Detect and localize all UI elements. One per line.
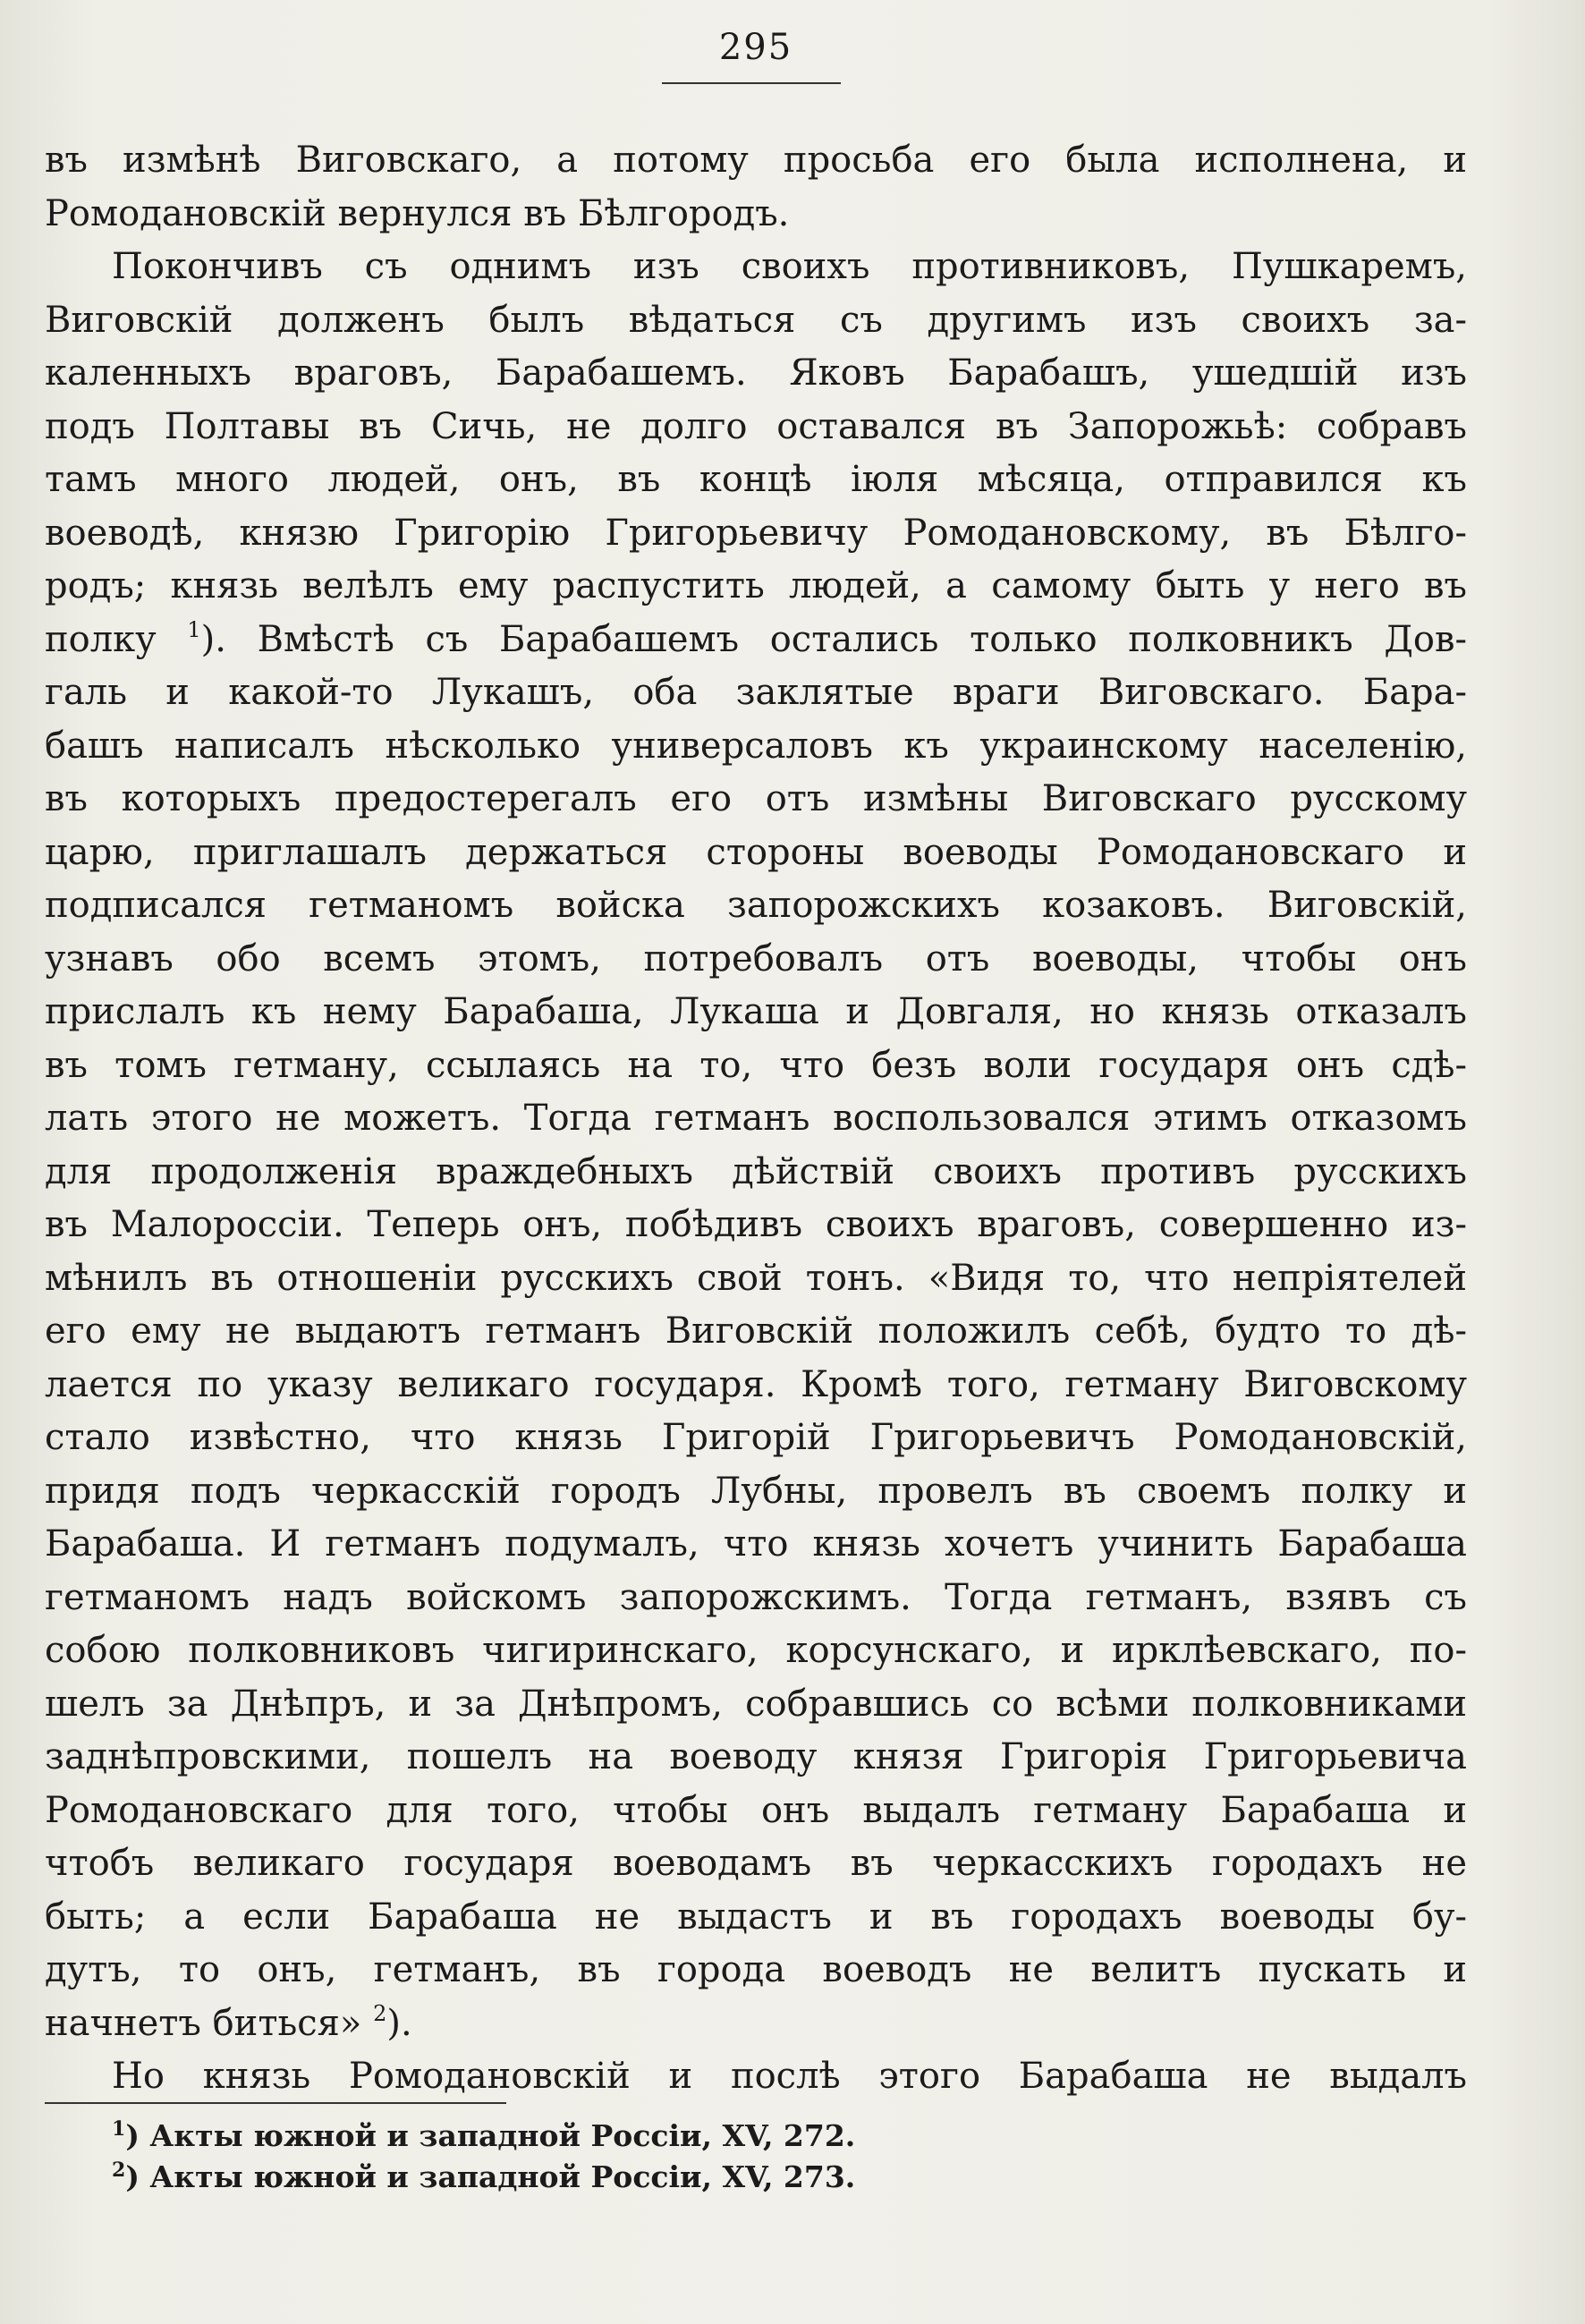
text-line bbox=[45, 614, 1467, 667]
footnote-mark: 1 bbox=[112, 2117, 126, 2141]
body-text bbox=[45, 134, 1467, 2104]
line-text: лается по указу великаго государя. Кромѣ того, гетману Виговскому bbox=[45, 1363, 1467, 1405]
text-line bbox=[45, 1412, 1467, 1465]
line-text: дутъ, то онъ, гетманъ, въ города воеводъ не велитъ пускать и bbox=[45, 1949, 1467, 1990]
footnote bbox=[112, 2157, 1006, 2198]
line-text: узнавъ обо всемъ этомъ, потребовалъ отъ воеводы, чтобы онъ bbox=[45, 937, 1467, 980]
text-line bbox=[45, 1146, 1467, 1200]
line-text: начнетъ биться» bbox=[45, 2002, 374, 2044]
line-text: лать этого не можетъ. Тогда гетманъ воспользовался этимъ отказомъ bbox=[45, 1098, 1467, 1139]
line-text: его ему не выдаютъ гетманъ Виговскій положилъ себѣ, будто то дѣ- bbox=[45, 1310, 1467, 1352]
text-line bbox=[45, 401, 1467, 454]
line-text: шелъ за Днѣпръ, и за Днѣпромъ, собравшись со всѣми полковниками bbox=[45, 1683, 1467, 1725]
text-line bbox=[45, 986, 1467, 1039]
text-line bbox=[45, 1891, 1467, 1945]
line-text: Ромодановскій вернулся въ Бѣлгородъ. bbox=[45, 192, 790, 234]
text-line bbox=[45, 294, 1467, 348]
line-text: каленныхъ враговъ, Барабашемъ. Яковъ Барабашъ, ушедшій изъ bbox=[45, 352, 1467, 394]
line-text: Покончивъ съ однимъ изъ своихъ противниковъ, Пушкаремъ, bbox=[112, 246, 1467, 287]
line-text: подъ Полтавы въ Сичь, не долго оставался въ Запорожьѣ: собравъ bbox=[45, 405, 1467, 447]
text-line bbox=[45, 773, 1467, 827]
page-number-rule bbox=[662, 82, 841, 84]
line-text: Но князь Ромодановскій и послѣ этого Барабаша не выдалъ bbox=[112, 2056, 1467, 2097]
text-line bbox=[45, 933, 1467, 987]
text-line bbox=[45, 1465, 1467, 1519]
text-line bbox=[45, 347, 1467, 401]
text-line bbox=[45, 134, 1467, 188]
line-text: гетманомъ надъ войскомъ запорожскимъ. Тогда гетманъ, взявъ съ bbox=[45, 1576, 1467, 1618]
text-line bbox=[45, 560, 1467, 614]
line-text: галь и какой-то Лукашъ, оба заклятые враги Виговскаго. Бара- bbox=[45, 672, 1467, 713]
line-text: родъ; князь велѣлъ ему распустить людей, а самому быть у него въ bbox=[45, 565, 1467, 606]
text-line bbox=[45, 666, 1467, 720]
text-line bbox=[45, 507, 1467, 561]
line-text: мѣнилъ въ отношеніи русскихъ свой тонъ. «Видя то, что непріятелей bbox=[45, 1257, 1467, 1299]
text-line bbox=[45, 1678, 1467, 1732]
line-text: тамъ много людей, онъ, въ концѣ іюля мѣсяца, отправился къ bbox=[45, 459, 1467, 500]
footnote-text: ) Акты южной и западной Россіи, XV, 273. bbox=[125, 2159, 856, 2194]
line-text: въ которыхъ предостерегалъ его отъ измѣны Виговскаго русскому bbox=[45, 778, 1467, 819]
text-line bbox=[45, 1252, 1467, 1306]
line-text: подписался гетманомъ войска запорожскихъ козаковъ. Виговскій, bbox=[45, 885, 1467, 926]
text-line bbox=[45, 1199, 1467, 1252]
footnote-reference: 1 bbox=[187, 616, 201, 642]
text-line bbox=[45, 1785, 1467, 1838]
text-line bbox=[45, 1359, 1467, 1412]
footnote bbox=[112, 2116, 1006, 2157]
line-text: быть; а если Барабаша не выдастъ и въ городахъ воеводы бу- bbox=[45, 1896, 1467, 1938]
line-text-continued: ). bbox=[386, 2002, 412, 2044]
text-line bbox=[45, 1837, 1467, 1891]
text-line bbox=[45, 2050, 1467, 2104]
line-text: чтобъ великаго государя воеводамъ въ черкасскихъ городахъ не bbox=[45, 1843, 1467, 1884]
text-line bbox=[45, 241, 1467, 294]
text-line bbox=[45, 1731, 1467, 1785]
line-text: въ измѣнѣ Виговскаго, а потому просьба его была исполнена, и bbox=[45, 140, 1467, 181]
footnote-reference: 2 bbox=[373, 2000, 387, 2026]
text-line bbox=[45, 879, 1467, 933]
line-text: придя подъ черкасскій городъ Лубны, провелъ въ своемъ полку и bbox=[45, 1470, 1467, 1512]
text-line bbox=[45, 1039, 1467, 1093]
line-text: Виговскій долженъ былъ вѣдаться съ другимъ изъ своихъ за- bbox=[45, 299, 1467, 341]
line-text: прислалъ къ нему Барабаша, Лукаша и Довгаля, но князь отказалъ bbox=[45, 991, 1467, 1032]
text-line bbox=[45, 1944, 1467, 1997]
line-text: заднѣпровскими, пошелъ на воеводу князя Григорія Григорьевича bbox=[45, 1736, 1467, 1777]
line-text: Ромодановскаго для того, чтобы онъ выдалъ гетману Барабаша и bbox=[45, 1789, 1467, 1831]
line-text: въ Малороссіи. Теперь онъ, побѣдивъ своихъ враговъ, совершенно из- bbox=[45, 1204, 1467, 1245]
footnotes bbox=[112, 2116, 1006, 2198]
page-number: 295 bbox=[718, 27, 793, 68]
line-text: стало извѣстно, что князь Григорій Григорьевичъ Ромодановскій, bbox=[45, 1417, 1467, 1458]
line-text-continued: ). Вмѣстѣ съ Барабашемъ остались только полковникъ Дов- bbox=[200, 618, 1468, 660]
text-line bbox=[45, 1997, 1467, 2051]
line-text: башъ написалъ нѣсколько универсаловъ къ украинскому населенію, bbox=[45, 725, 1467, 767]
text-line bbox=[45, 1624, 1467, 1678]
text-line bbox=[45, 1518, 1467, 1572]
line-text: полку bbox=[45, 618, 188, 660]
footnote-mark: 2 bbox=[112, 2159, 126, 2182]
line-text: въ томъ гетману, ссылаясь на то, что безъ воли государя онъ сдѣ- bbox=[45, 1044, 1467, 1086]
line-text: царю, приглашалъ держаться стороны воеводы Ромодановскаго и bbox=[45, 831, 1467, 873]
text-line bbox=[45, 1305, 1467, 1359]
line-text: воеводѣ, князю Григорію Григорьевичу Ромодановскому, въ Бѣлго- bbox=[45, 512, 1467, 554]
text-line bbox=[45, 1572, 1467, 1625]
text-line bbox=[45, 1092, 1467, 1146]
line-text: собою полковниковъ чигиринскаго, корсунскаго, и ирклѣевскаго, по- bbox=[45, 1630, 1467, 1671]
text-line bbox=[45, 720, 1467, 774]
text-line bbox=[45, 454, 1467, 507]
footnote-text: ) Акты южной и западной Россіи, XV, 272. bbox=[125, 2118, 856, 2153]
footnote-separator bbox=[45, 2102, 506, 2104]
line-text: Барабаша. И гетманъ подумалъ, что князь хочетъ учинить Барабаша bbox=[45, 1523, 1467, 1565]
line-text: для продолженія враждебныхъ дѣйствій своихъ противъ русскихъ bbox=[45, 1150, 1467, 1192]
text-line bbox=[45, 188, 1467, 242]
text-line bbox=[45, 827, 1467, 880]
